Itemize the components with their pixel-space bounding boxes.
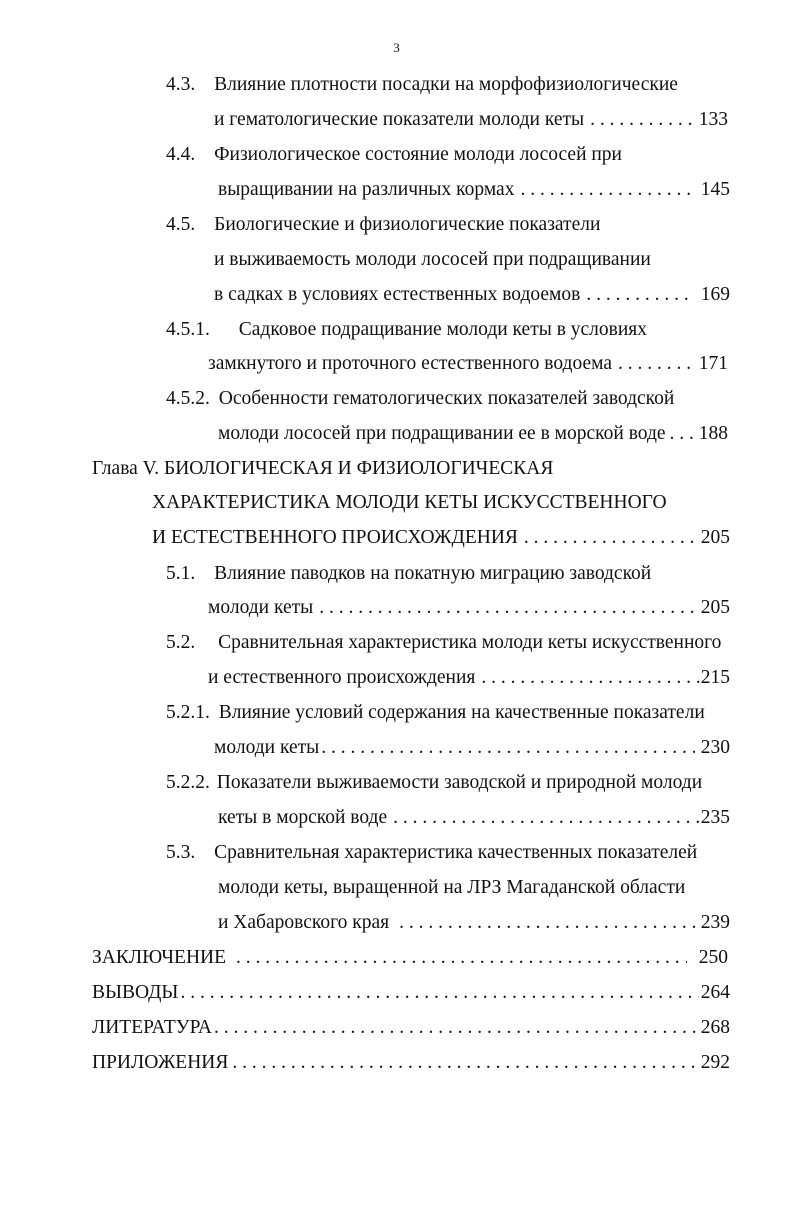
page-ref: 188 — [698, 423, 728, 444]
section-number: 5.2.1. — [166, 702, 210, 723]
page-ref: 205 — [700, 597, 730, 618]
page-ref: 169 — [700, 284, 730, 305]
page-ref: 171 — [698, 353, 728, 374]
section-title-line: Влияние плотности посадки на морфофизиологические — [214, 74, 678, 95]
toc-entry-5-1-line2 — [208, 596, 730, 620]
toc-entry-5-3-line2 — [218, 876, 685, 900]
chapter-title-line: ХАРАКТЕРИСТИКА МОЛОДИ КЕТЫ ИСКУССТВЕННОГО — [152, 492, 667, 513]
leader-dots — [321, 736, 694, 760]
section-title-line: в садках в условиях естественных водоемов — [214, 284, 581, 305]
section-title-line: и Хабаровского края — [218, 912, 390, 933]
toc-entry-findings — [92, 981, 730, 1005]
section-title-line: Биологические и физиологические показатели — [214, 214, 601, 235]
section-title-line: и гематологические показатели молоди кеты — [214, 109, 585, 130]
section-title-line: молоди кеты, выращенной на ЛРЗ Магаданской области — [218, 877, 686, 898]
section-title-line: кеты в морской воде — [218, 807, 388, 828]
toc-entry-4-4 — [166, 143, 622, 167]
section-title-line: ЛИТЕРАТУРА — [92, 1017, 212, 1038]
page-ref: 292 — [700, 1052, 730, 1073]
section-title-line: и естественного происхождения — [208, 667, 476, 688]
leader-dots — [670, 422, 695, 446]
section-title-line: выращивании на различных кормах — [218, 179, 515, 200]
leader-dots — [481, 666, 699, 690]
toc-entry-appendices — [92, 1051, 730, 1075]
section-title-line: Особенности гематологических показателей заводской — [218, 388, 675, 409]
section-title-line: Влияние паводков на покатную миграцию заводской — [214, 563, 652, 584]
toc-entry-5-3-line3 — [218, 911, 730, 935]
toc-entry-5-2-line2 — [208, 666, 730, 690]
toc-entry-4-4-line2 — [218, 178, 730, 202]
page-ref: 230 — [700, 737, 730, 758]
section-number: 4.5.2. — [166, 388, 210, 409]
leader-dots — [319, 596, 694, 620]
section-number: 4.5.1. — [166, 319, 210, 340]
toc-entry-4-5-2-line2 — [218, 422, 728, 446]
toc-entry-4-5-1-line2 — [208, 352, 728, 376]
section-number: 4.5. — [166, 214, 196, 235]
leader-dots — [520, 178, 694, 202]
leader-dots — [524, 526, 695, 550]
toc-entry-conclusion — [92, 946, 728, 970]
section-title-line: Садковое подращивание молоди кеты в условиях — [238, 319, 648, 340]
toc-entry-5-2 — [166, 631, 721, 655]
section-number: 4.3. — [166, 74, 196, 95]
section-title-line: молоди кеты — [214, 737, 320, 758]
toc-entry-4-5 — [166, 213, 600, 237]
toc-chapter-5 — [92, 457, 553, 481]
section-title-line: молоди лососей при подращивании ее в морской воде — [218, 423, 666, 444]
chapter-title-line: БИОЛОГИЧЕСКАЯ И ФИЗИОЛОГИЧЕСКАЯ — [164, 458, 554, 479]
toc-entry-4-5-1 — [166, 318, 647, 342]
page-ref: 205 — [700, 527, 730, 548]
section-title-line: ВЫВОДЫ — [92, 982, 179, 1003]
section-number: 5.1. — [166, 563, 196, 584]
page-ref: 250 — [698, 947, 728, 968]
toc-entry-4-3-line2 — [214, 108, 728, 132]
chapter-title-line: И ЕСТЕСТВЕННОГО ПРОИСХОЖДЕНИЯ — [152, 527, 518, 548]
section-title-line: ЗАКЛЮЧЕНИЕ — [92, 947, 227, 968]
toc-entry-5-2-1-line2 — [214, 736, 730, 760]
toc-entry-4-5-line3 — [214, 283, 730, 307]
toc-entry-4-5-2 — [166, 387, 674, 411]
section-number: 5.3. — [166, 842, 196, 863]
section-title-line: ПРИЛОЖЕНИЯ — [92, 1052, 229, 1073]
toc-entry-4-5-line2 — [214, 248, 651, 272]
leader-dots — [590, 108, 693, 132]
toc-entry-5-2-1 — [166, 701, 705, 725]
page-ref: 133 — [698, 109, 728, 130]
page-ref: 145 — [700, 179, 730, 200]
page-ref: 215 — [700, 667, 730, 688]
section-title-line: Влияние условий содержания на качественные показатели — [218, 702, 705, 723]
toc-entry-5-1 — [166, 562, 651, 586]
section-title-line: молоди кеты — [208, 597, 314, 618]
section-number: 4.4. — [166, 144, 196, 165]
toc-entry-5-2-2 — [166, 771, 702, 795]
page-number: 3 — [393, 40, 400, 55]
section-title-line: и выживаемость молоди лососей при подращивании — [214, 249, 651, 270]
leader-dots — [236, 946, 687, 970]
toc-entry-4-3 — [166, 73, 678, 97]
page-ref: 239 — [700, 912, 730, 933]
page-ref: 235 — [700, 807, 730, 828]
section-title-line: замкнутого и проточного естественного водоема — [208, 353, 612, 374]
leader-dots — [618, 352, 693, 376]
section-title-line: Показатели выживаемости заводской и природной молоди — [216, 772, 703, 793]
page-ref: 268 — [700, 1017, 730, 1038]
toc-chapter-5-line3 — [152, 526, 730, 550]
toc-entry-5-2-2-line2 — [218, 806, 730, 830]
page-ref: 264 — [700, 982, 730, 1003]
leader-dots — [586, 283, 694, 307]
leader-dots — [399, 911, 700, 935]
toc-entry-references — [92, 1016, 730, 1040]
leader-dots — [232, 1051, 699, 1075]
section-number: 5.2.2. — [166, 772, 210, 793]
leader-dots — [393, 806, 700, 830]
section-title-line: Сравнительная характеристика качественных показателей — [214, 842, 698, 863]
section-title-line: Физиологическое состояние молоди лососей при — [214, 144, 622, 165]
toc-chapter-5-line2 — [152, 491, 667, 515]
leader-dots — [214, 1016, 699, 1040]
toc-entry-5-3 — [166, 841, 697, 865]
chapter-label: Глава V. — [92, 458, 160, 479]
leader-dots — [180, 981, 698, 1005]
section-number: 5.2. — [166, 632, 196, 653]
section-title-line: Сравнительная характеристика молоди кеты искусственного — [218, 632, 722, 653]
